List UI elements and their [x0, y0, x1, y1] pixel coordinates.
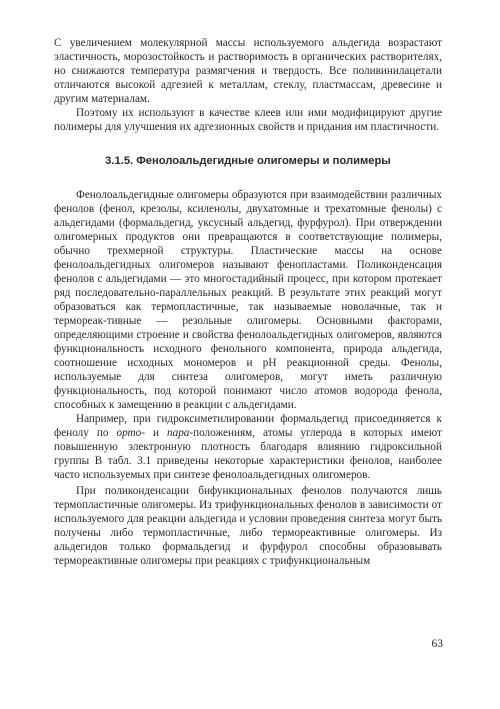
paragraph-4: [54, 412, 442, 482]
page-number: 63: [431, 638, 443, 650]
para-term: пара-: [167, 427, 194, 439]
paragraph-4-part-a: Например, при гидроксиметилировании формальдегид присоединяется к фенолу по: [54, 413, 442, 439]
paragraph-1: С увеличением молекулярной массы используемого альдегида возрастают эластичность, морозостойкость и растворимость в органических растворителях, но снижаются температура размягчения и твердость. Все поливинилацетали отличаются высокой адгезией к металлам, стеклу, пластмассам, древесине и другим материалам.: [54, 37, 442, 105]
paragraph-2: Поэтому их используют в качестве клеев или ими модифицируют другие полимеры для улучшения их адгезионных свойств и придания им пластичности.: [54, 107, 442, 133]
orto-term: орто-: [116, 427, 145, 439]
paragraph-4-part-b: и: [144, 427, 167, 439]
paragraph-5: При поликонденсации бифункциональных фенолов получаются лишь термопластичные олигомеры. Из трифункциональных фенолов в зависимости от используемого для реакции альдегида и условии проведения синтеза могут быть получены либо термопластичные, либо термореактивные олигомеры. Из альдегидов только формальдегид и фурфурол способны образовывать термореактивные олигомеры при реакциях с трифункциональным: [54, 485, 442, 567]
section-heading: 3.1.5. Фенолоальдегидные олигомеры и полимеры: [105, 155, 391, 167]
body-text: [54, 36, 442, 568]
paragraph-3: Фенолоальдегидные олигомеры образуются при взаимодействии различных фенолов (фенол, крезолы, ксиленолы, двухатомные и трехатомные фенолы) с альдегидами (формальдегид, уксусный альдегид, фурфурол). При отверждении олигомерных продуктов они превращаются в соответствующие полимеры, обычно трехмерной структуры. Пластические массы на основе фенолоальдегидных олигомеров называют фенопластами. Поликонденсация фенолов с альдегидами — это многостадийный процесс, при котором протекает ряд последовательно-параллельных реакций. В результате этих реакций могут образоваться как термопластичные, так называемые новолачные, так и термореак-тивные — резольные олигомеры. Основными факторами, определяющими строение и свойства фенолоальдегидных олигомеров, являются функциональность исходного фенольного компонента, природа альдегида, соотношение исходных мономеров и pH реакционной среды. Фенолы, используемые для синтеза олигомеров, могут иметь различную функциональность, под которой понимают число атомов водорода фенола, способных к замещению в реакции с альдегидами.: [54, 189, 442, 411]
paragraph-4-part-c: положениям, атомы углерода в которых имеют повышенную электронную плотность благодаря влиянию гидроксильной группы В табл. 3.1 приведены некоторые характеристики фенолов, наиболее часто используемых при синтезе фенолоальдегидных олигомеров.: [54, 427, 443, 481]
